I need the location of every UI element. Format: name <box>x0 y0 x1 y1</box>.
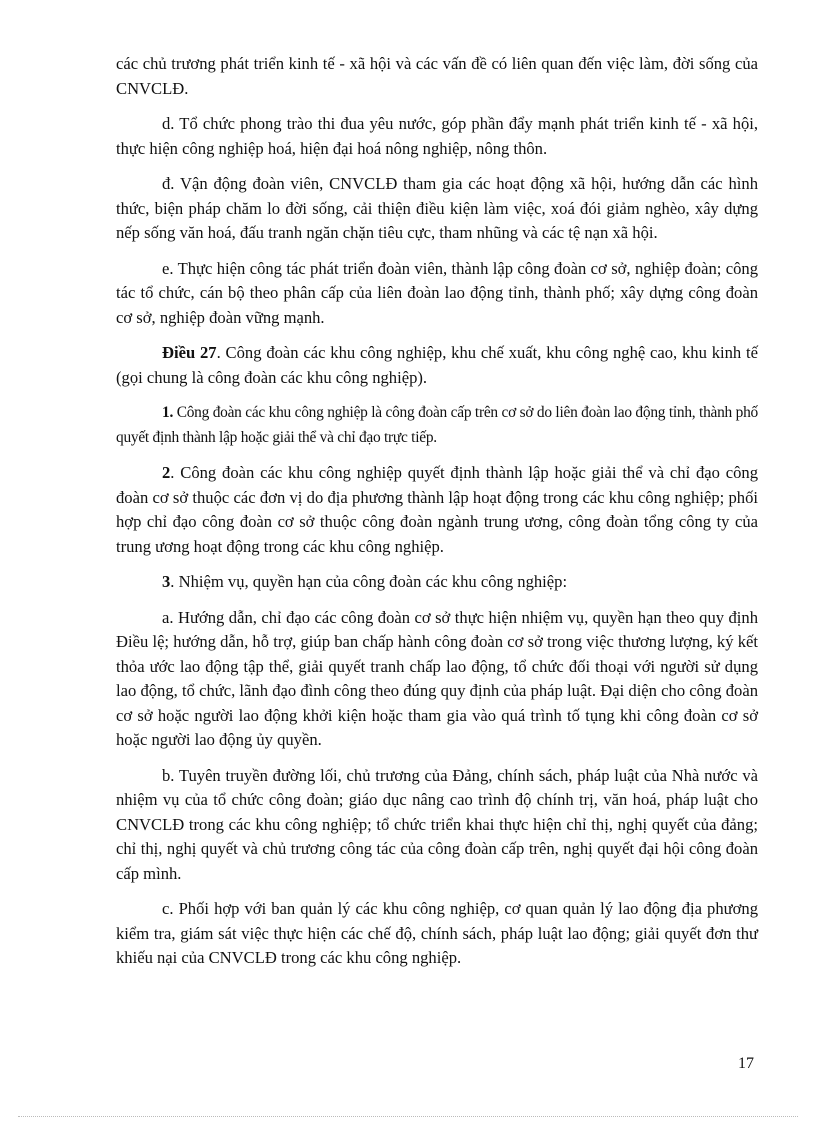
paragraph-continuation: các chủ trương phát triển kinh tế - xã hội và các vấn đề có liên quan đến việc làm, đời sống của CNVCLĐ. <box>116 54 758 98</box>
clause-3-item-c: c. Phối hợp với ban quản lý các khu công nghiệp, cơ quan quản lý lao động địa phương kiểm tra, giám sát việc thực hiện các chế độ, chính sách, pháp luật lao động; giải quyết đơn thư khiếu nại của CNVCLĐ trong các khu công nghiệp. <box>116 899 758 967</box>
clause-2 <box>116 461 758 559</box>
document-body <box>116 52 758 982</box>
clause-3 <box>116 570 758 595</box>
clause-1-text: Công đoàn các khu công nghiệp là công đoàn cấp trên cơ sở do liên đoàn lao động tỉnh, thành phố quyết định thành lập hoặc giải thể và chỉ đạo trực tiếp. <box>116 404 758 446</box>
paragraph-item-dd: đ. Vận động đoàn viên, CNVCLĐ tham gia các hoạt động xã hội, hướng dẫn các hình thức, biện pháp chăm lo đời sống, cải thiện điều kiện làm việc, xoá đói giảm nghèo, xây dựng nếp sống văn hoá, đấu tranh ngăn chặn tiêu cực, tham nhũng và các tệ nạn xã hội. <box>116 174 758 242</box>
clause-3-item-a: a. Hướng dẫn, chỉ đạo các công đoàn cơ sở thực hiện nhiệm vụ, quyền hạn theo quy định Điều lệ; hướng dẫn, hỗ trợ, giúp ban chấp hành công đoàn cơ sở trong việc thương lượng, ký kết thỏa ước lao động tập thể, giải quyết tranh chấp lao động, tổ chức đối thoại với người sử dụng lao động, tổ chức, lãnh đạo đình công theo đúng quy định của pháp luật. Đại diện cho công đoàn cơ sở hoặc người lao động khởi kiện hoặc tham gia vào quá trình tố tụng khi công đoàn cơ sở hoặc người lao động ủy quyền. <box>116 607 758 749</box>
article-title: . Công đoàn các khu công nghiệp, khu chế xuất, khu công nghệ cao, khu kinh tế (gọi chung là công đoàn các khu công nghiệp). <box>116 343 758 387</box>
article-27-heading <box>116 341 758 390</box>
clause-1-number: 1. <box>162 404 174 421</box>
clause-2-text: . Công đoàn các khu công nghiệp quyết định thành lập hoặc giải thể và chỉ đạo công đoàn cơ sở thuộc các đơn vị do địa phương thành lập hoạt động trong các khu công nghiệp; phối hợp chỉ đạo công đoàn cơ sở thuộc công đoàn ngành trung ương, công đoàn tổng công ty của trung ương hoạt động trong các khu công nghiệp. <box>116 463 758 556</box>
clause-2-number: 2 <box>162 463 171 482</box>
article-number: Điều 27 <box>162 343 217 362</box>
clause-3-item-b: b. Tuyên truyền đường lối, chủ trương của Đảng, chính sách, pháp luật của Nhà nước và nhiệm vụ của tổ chức công đoàn; giáo dục nâng cao trình độ chính trị, văn hoá, pháp luật cho CNVCLĐ trong các khu công nghiệp; tổ chức triển khai thực hiện chỉ thị, nghị quyết của đảng; chỉ thị, nghị quyết và chủ trương công tác của công đoàn cấp trên, nghị quyết đại hội công đoàn cấp mình. <box>116 765 758 883</box>
paragraph-item-d: d. Tổ chức phong trào thi đua yêu nước, góp phần đẩy mạnh phát triển kinh tế - xã hội, thực hiện công nghiệp hoá, hiện đại hoá nông nghiệp, nông thôn. <box>116 114 758 158</box>
clause-3-number: 3 <box>162 572 171 591</box>
page-number: 17 <box>738 1055 754 1072</box>
paragraph-item-e: e. Thực hiện công tác phát triển đoàn viên, thành lập công đoàn cơ sở, nghiệp đoàn; công tác tổ chức, cán bộ theo phân cấp của liên đoàn lao động tỉnh, thành phố; xây dựng công đoàn cơ sở, nghiệp đoàn vững mạnh. <box>116 258 758 327</box>
clause-3-text: . Nhiệm vụ, quyền hạn của công đoàn các khu công nghiệp: <box>170 572 568 591</box>
page-bottom-divider <box>18 1116 798 1117</box>
clause-1 <box>116 401 758 450</box>
